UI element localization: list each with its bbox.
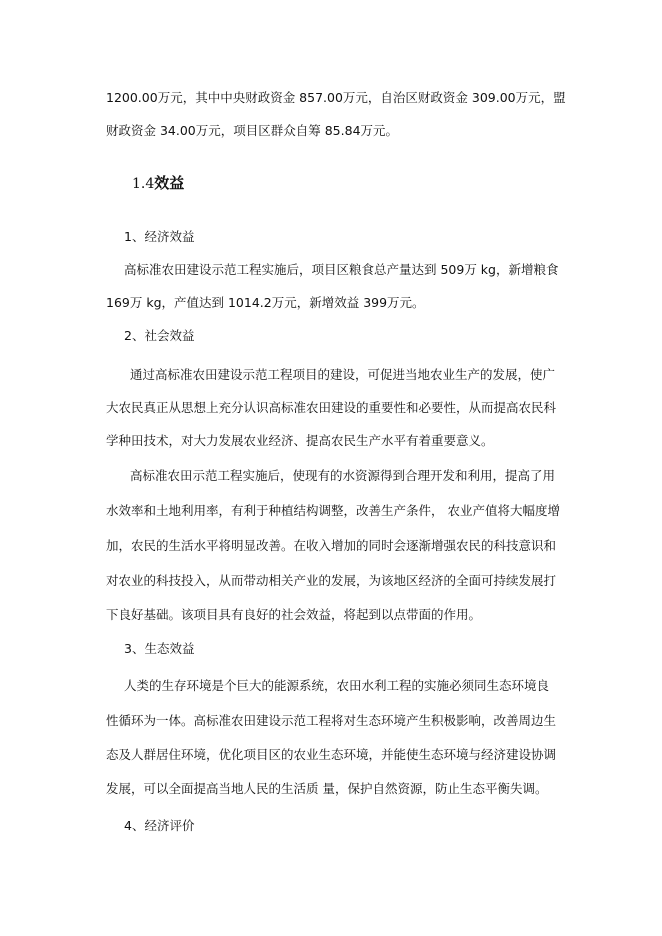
- economic-evaluation-heading: 4、经济评价: [124, 818, 195, 833]
- social-p1-line-3: 学种田技术，对大力发展农业经济、提高农民生产水平有着重要意义。: [106, 433, 494, 448]
- ecological-line-4: 发展，可以全面提高当地人民的生活质 量，保护自然资源，防止生态平衡失调。: [106, 781, 548, 796]
- section-title: 效益: [154, 174, 185, 192]
- social-p2-line-1: 高标准农田示范工程实施后，使现有的水资源得到合理开发和利用，提高了用: [130, 468, 556, 483]
- economic-line-2: 169万 kg，产值达到 1014.2万元，新增效益 399万元。: [106, 295, 425, 310]
- economic-benefit-heading: 1、经济效益: [124, 229, 195, 244]
- ecological-line-3: 态及人群居住环境，优化项目区的农业生态环境，并能使生态环境与经济建设协调: [106, 747, 557, 762]
- ecological-benefit-heading: 3、生态效益: [124, 641, 195, 656]
- economic-line-1: 高标准农田建设示范工程实施后，项目区粮食总产量达到 509万 kg，新增粮食: [124, 262, 559, 277]
- social-p2-line-5: 下良好基础。该项目具有良好的社会效益，将起到以点带面的作用。: [106, 607, 482, 622]
- ecological-line-1: 人类的生存环境是个巨大的能源系统，农田水利工程的实施必须同生态环境良: [124, 678, 550, 693]
- section-number: 1.4: [132, 176, 155, 192]
- social-p2-line-3: 加，农民的生活水平将明显改善。在收入增加的同时会逐渐增强农民的科技意识和: [106, 538, 557, 553]
- social-benefit-heading: 2、社会效益: [124, 328, 195, 343]
- social-p2-line-2: 水效率和土地利用率，有利于种植结构调整，改善生产条件， 农业产值将大幅度增: [106, 503, 560, 518]
- social-p1-line-1: 通过高标准农田建设示范工程项目的建设，可促进当地农业生产的发展，使广: [130, 367, 556, 382]
- section-heading: [132, 173, 184, 194]
- funding-line-1: 1200.00万元，其中中央财政资金 857.00万元，自治区财政资金 309.00万元，盟: [106, 90, 566, 105]
- social-p1-line-2: 大农民真正从思想上充分认识高标准农田建设的重要性和必要性，从而提高农民科: [106, 400, 557, 415]
- social-p2-line-4: 对农业的科技投入，从而带动相关产业的发展，为该地区经济的全面可持续发展打: [106, 573, 557, 588]
- ecological-line-2: 性循环为一体。高标准农田建设示范工程将对生态环境产生积极影响，改善周边生: [106, 713, 557, 728]
- funding-line-2: 财政资金 34.00万元，项目区群众自筹 85.84万元。: [106, 123, 399, 138]
